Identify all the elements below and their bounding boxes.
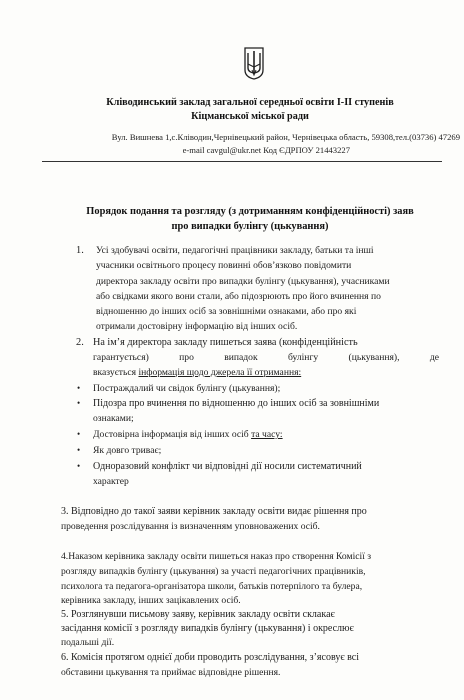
header-divider: [42, 161, 442, 162]
item1-line: або свідками якого вони стали, або підозрюють про його вчинення по: [96, 291, 381, 302]
address-line: Вул. Вишнева 1,с.Кліводин,Чернівецький район, Чернівецька область, 59308,тел.(03736) 47269: [111, 132, 460, 142]
bullet-icon: •: [77, 429, 81, 439]
org-name-line2: Кіцманської міської ради: [191, 111, 309, 122]
bullet-text: Як довго триває;: [93, 445, 162, 456]
bullet-text: ознаками;: [93, 413, 134, 424]
para6-line: обставини цькування та приймає відповідне рішення.: [61, 667, 281, 678]
bullet-text: характер: [93, 476, 129, 487]
bullet-text: Підозра про вчинення по відношенню до інших осіб за зовнішніми: [93, 398, 380, 409]
bullet-text: Постраждалий чи свідок булінгу (цькування);: [93, 383, 281, 394]
item1-line: отримали достовірну інформацію від інших осіб.: [96, 321, 298, 332]
item2-line: гарантується) про випадок булінгу (цькування), де: [93, 352, 439, 363]
doc-title-line2: про випадки булінгу (цькування): [171, 221, 329, 232]
item1-number: 1.: [76, 245, 84, 256]
item2-line: вказується інформація щодо джерела її отримання:: [93, 367, 302, 378]
bullet-icon: •: [77, 383, 81, 393]
bullet-icon: •: [77, 445, 81, 455]
para5-line: засідання комісії з розгляду випадків булінгу (цькування) і окреслює: [61, 623, 354, 634]
para4-line: керівника закладу, інших зацікавлених осіб.: [61, 595, 241, 606]
para6-line: 6. Комісія протягом однієї доби проводить розслідування, з’ясовує всі: [61, 652, 360, 663]
item1-line: директора закладу освіти про випадки булінгу (цькування), учасниками: [96, 276, 390, 287]
item2-line: На ім’я директора закладу пишеться заява (конфіденційність: [93, 337, 358, 348]
bullet-icon: •: [77, 461, 81, 471]
item1-line: Усі здобувачі освіти, педагогічні працівники закладу, батьки та інші: [96, 245, 374, 256]
trident-emblem-icon: [243, 46, 265, 80]
para5-line: 5. Розглянувши письмову заяву, керівник закладу освіти склакає: [61, 609, 335, 620]
bullet-text: Одноразовий конфлікт чи відповідні дії носили систематичний: [93, 461, 362, 472]
item1-line: відношенню до інших осіб за зовнішніми ознаками, або про які: [96, 306, 357, 317]
item1-line: учасники освітнього процесу повинні обов’язково повідомити: [96, 260, 352, 271]
bullet-text: Достовірна інформація від інших осіб та часу:: [93, 429, 283, 440]
para3-line: проведення розслідування із визначенням уповноважених осіб.: [61, 521, 320, 532]
para4-line: розгляду випадків булінгу (цькування) за участі педагогічних працівників,: [61, 566, 366, 577]
para4-line: 4.Наказом керівника закладу освіти пишеться наказ про створення Комісії з: [61, 551, 372, 562]
para5-line: подальші дії.: [61, 637, 115, 648]
bullet-icon: •: [77, 398, 81, 408]
doc-title-line1: Порядок подання та розгляду (з дотриманням конфіденційності) заяв: [86, 206, 414, 217]
org-name-line1: Кліводинський заклад загальної середньої освіти І-ІІ ступенів: [106, 97, 394, 108]
para3-line: 3. Відповідно до такої заяви керівник закладу освіти видає рішення про: [61, 506, 367, 517]
email-line: e-mail cavgul@ukr.net Код ЄДРПОУ 21443227: [182, 145, 350, 155]
para4-line: психолога та педагога-організатора школи, батьків потерпілого та булера,: [61, 581, 363, 592]
item2-number: 2.: [76, 337, 84, 348]
